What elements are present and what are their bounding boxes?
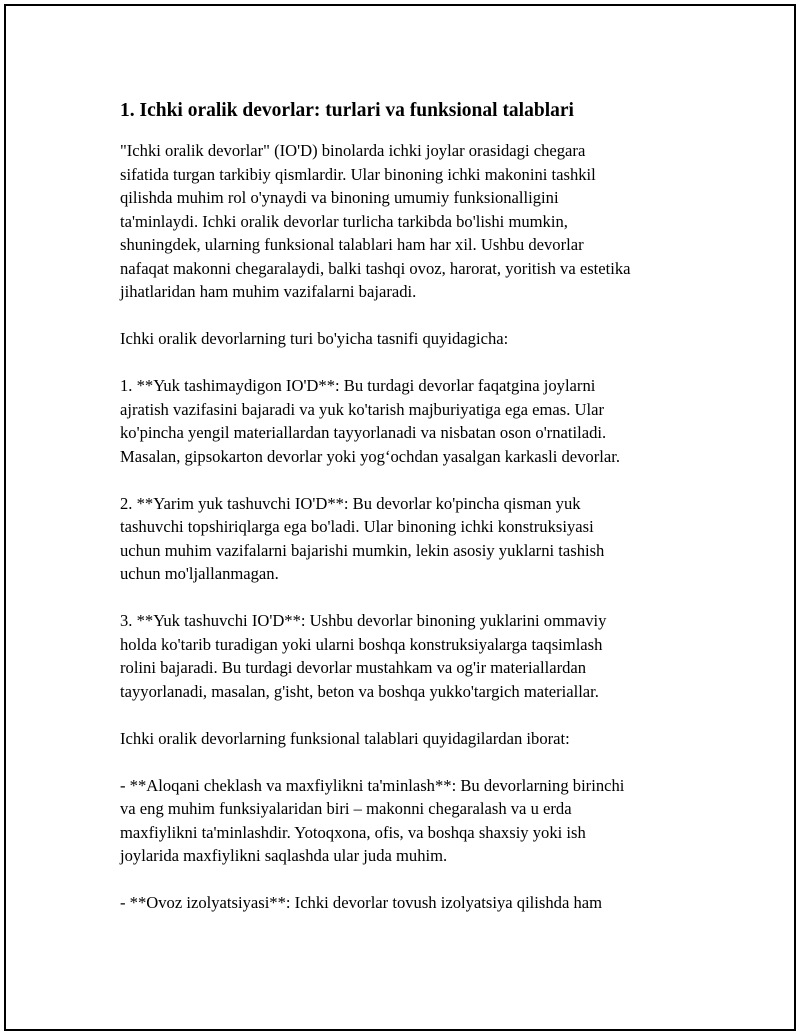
text-line: 3. **Yuk tashuvchi IO'D**: Ushbu devorlar binoning yuklarini ommaviy: [120, 611, 607, 630]
paragraph-requirement-privacy: [120, 774, 700, 868]
text-line: sifatida turgan tarkibiy qismlardir. Ular binoning ichki makonini tashkil: [120, 164, 596, 184]
text-line: ko'pincha yengil materiallardan tayyorlanadi va nisbatan oson o'rnatiladi.: [120, 423, 607, 442]
text-line: Masalan, gipsokarton devorlar yoki yog‘ochdan yasalgan karkasli devorlar.: [120, 446, 620, 466]
text-line: rolini bajaradi. Bu turdagi devorlar mustahkam va og'ir materiallardan: [120, 658, 587, 677]
text-line: tayyorlanadi, masalan, g'isht, beton va boshqa yukko'targich materiallar.: [120, 681, 599, 701]
paragraph-requirement-sound: [120, 891, 700, 915]
paragraph-type-2: [120, 492, 700, 586]
text-line: nafaqat makonni chegaralaydi, balki tashqi ovoz, harorat, yoritish va estetika: [120, 258, 631, 278]
text-line: uchun muhim vazifalarni bajarishi mumkin, lekin asosiy yuklarni tashish: [120, 540, 605, 560]
paragraph-classification-intro: [120, 327, 700, 351]
document-title: 1. Ichki oralik devorlar: turlari va funksional talablari: [120, 100, 574, 121]
text-line: joylarida maxfiylikni saqlashda ular juda muhim.: [120, 846, 448, 865]
text-line: holda ko'tarib turadigan yoki ularni boshqa konstruksiyalarga taqsimlash: [120, 634, 603, 654]
paragraph-type-1: [120, 374, 700, 468]
text-line: Ichki oralik devorlarning funksional talablari quyidagilardan iborat:: [120, 728, 570, 748]
text-line: uchun mo'ljallanmagan.: [120, 564, 279, 583]
text-line: 1. **Yuk tashimaydigon IO'D**: Bu turdagi devorlar faqatgina joylarni: [120, 376, 596, 395]
text-line: - **Ovoz izolyatsiyasi**: Ichki devorlar tovush izolyatsiya qilishda ham: [120, 893, 603, 912]
text-line: - **Aloqani cheklash va maxfiylikni ta'minlash**: Bu devorlarning birinchi: [120, 775, 625, 795]
text-line: ta'minlaydi. Ichki oralik devorlar turlicha tarkibda bo'lishi mumkin,: [120, 211, 568, 231]
text-line: shuningdek, ularning funksional talablari ham har xil. Ushbu devorlar: [120, 235, 584, 254]
text-line: Ichki oralik devorlarning turi bo'yicha tasnifi quyidagicha:: [120, 329, 509, 348]
text-line: va eng muhim funksiyalaridan biri – makonni chegaralash va u erda: [120, 799, 572, 818]
paragraph-requirements-intro: [120, 727, 700, 751]
text-line: jihatlaridan ham muhim vazifalarni bajaradi.: [120, 282, 417, 301]
text-line: ajratish vazifasini bajaradi va yuk ko'tarish majburiyatiga ega emas. Ular: [120, 399, 605, 419]
text-line: 2. **Yarim yuk tashuvchi IO'D**: Bu devorlar ko'pincha qisman yuk: [120, 493, 581, 513]
text-line: "Ichki oralik devorlar" (IO'D) binolarda ichki joylar orasidagi chegara: [120, 141, 586, 160]
document-body: [120, 98, 700, 938]
text-line: maxfiylikni ta'minlashdir. Yotoqxona, ofis, va boshqa shaxsiy yoki ish: [120, 822, 586, 842]
paragraph-type-3: [120, 609, 700, 703]
text-line: tashuvchi topshiriqlarga ega bo'ladi. Ular binoning ichki konstruksiyasi: [120, 517, 594, 536]
text-line: qilishda muhim rol o'ynaydi va binoning umumiy funksionalligini: [120, 188, 559, 207]
page-frame: [4, 4, 796, 1031]
paragraph-intro: [120, 139, 700, 304]
